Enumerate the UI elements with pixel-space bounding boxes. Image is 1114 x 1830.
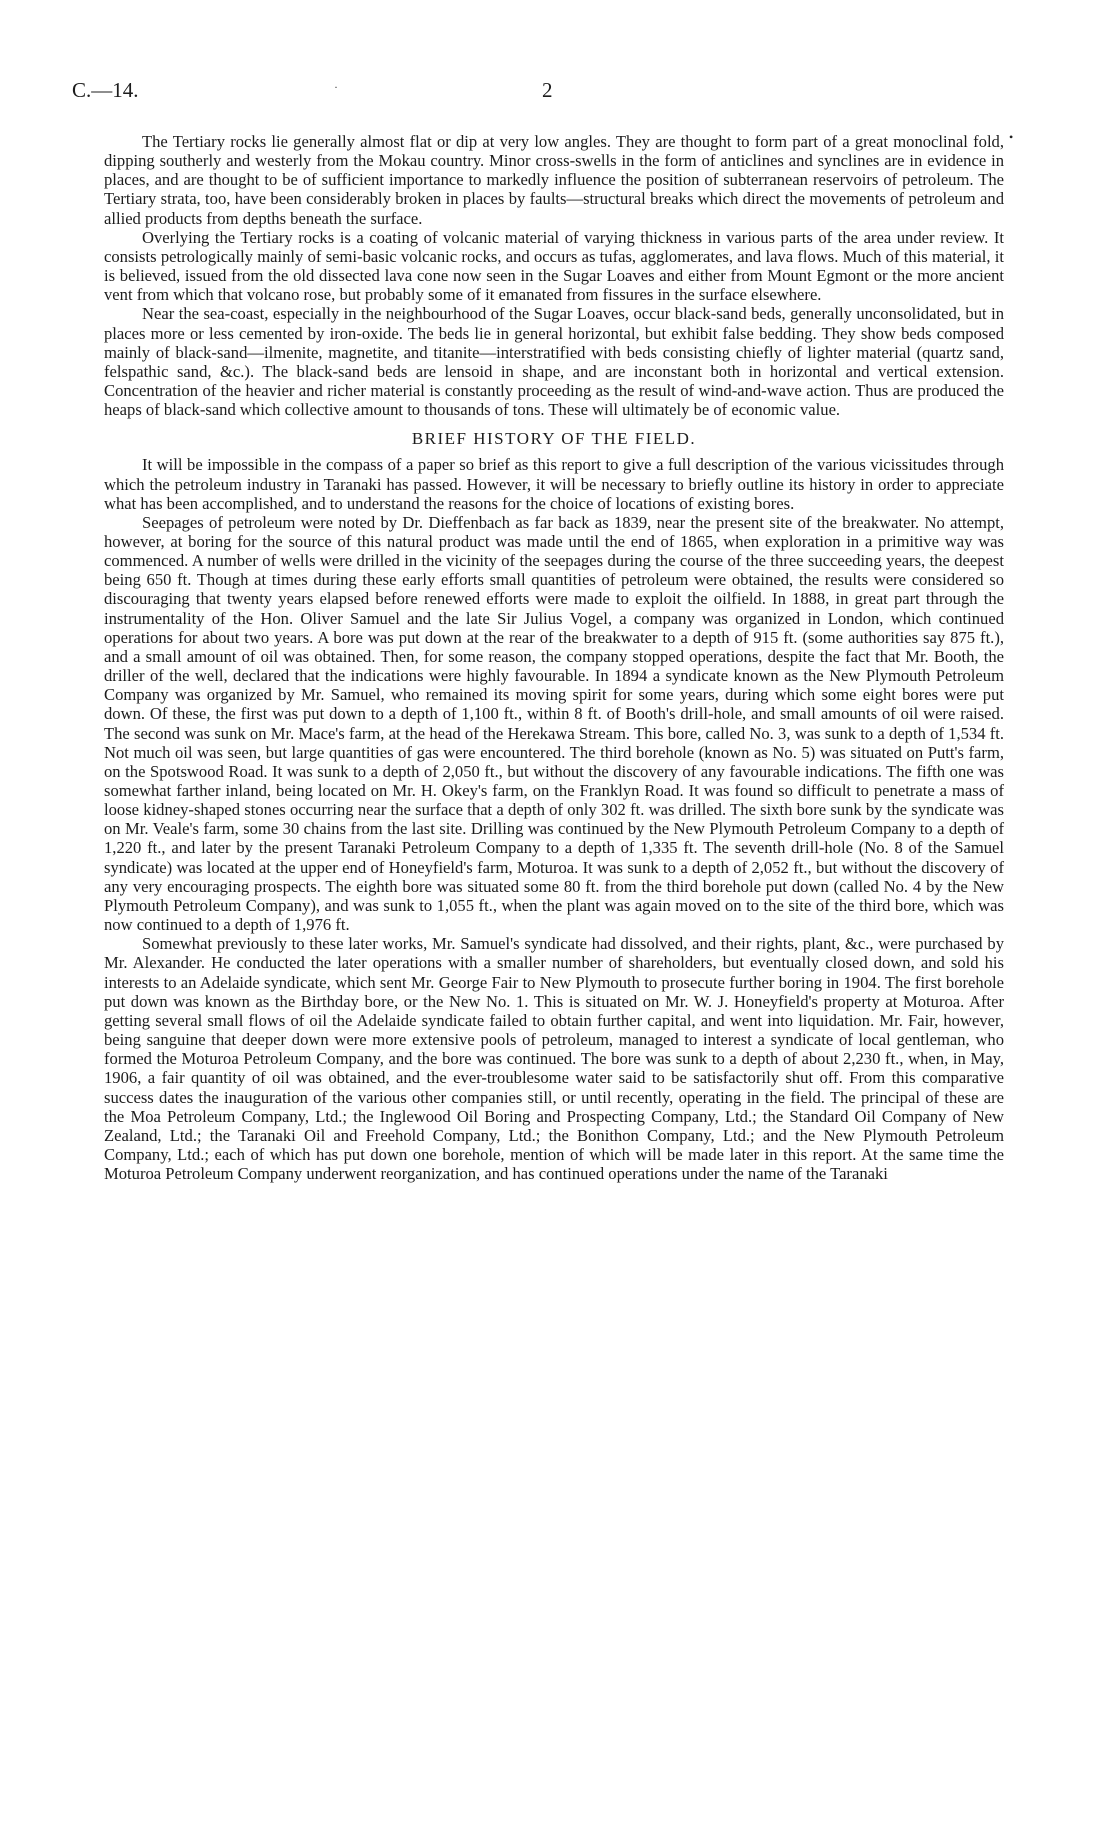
body-text (104, 132, 1004, 1183)
margin-dot: • (1009, 130, 1014, 144)
paragraph-seepages: Seepages of petroleum were noted by Dr. Dieffenbach as far back as 1839, near the present site of the breakwater. No attempt, however, at boring for the source of this natural product was made until the end of 1865, when exploration in a primitive way was commenced. A number of wells were drilled in the vicinity of the seepages during the course of the three succeeding years, the deepest being 650 ft. Though at times during these early efforts small quantities of petroleum were obtained, the results were considered so discouraging that twenty years elapsed before renewed efforts were made to exploit the oilfield. In 1888, in great part through the instrumentality of the Hon. Oliver Samuel and the late Sir Julius Vogel, a company was organized in London, which continued operations for about two years. A bore was put down at the rear of the breakwater to a depth of 915 ft. (some authorities say 875 ft.), and a small amount of oil was obtained. Then, for some reason, the company stopped operations, despite the fact that Mr. Booth, the driller of the well, declared that the indications were highly favourable. In 1894 a syndicate known as the New Plymouth Petroleum Company was organized by Mr. Samuel, who remained its moving spirit for some years, during which some eight bores were put down. Of these, the first was put down to a depth of 1,100 ft., within 8 ft. of Booth's drill-hole, and small amounts of oil were raised. The second was sunk on Mr. Mace's farm, at the head of the Herekawa Stream. This bore, called No. 3, was sunk to a depth of 1,534 ft. Not much oil was seen, but large quantities of gas were encountered. The third borehole (known as No. 5) was situated on Putt's farm, on the Spotswood Road. It was sunk to a depth of 2,050 ft., but without the discovery of any favourable indications. The fifth one was somewhat farther inland, being located on Mr. H. Okey's farm, on the Franklyn Road. It was found so difficult to penetrate a mass of loose kidney-shaped stones occurring near the surface that a depth of only 302 ft. was drilled. The sixth bore sunk by the syndicate was on Mr. Veale's farm, some 30 chains from the last site. Drilling was continued by the New Plymouth Petroleum Company to a depth of 1,220 ft., and later by the present Taranaki Petroleum Company to a depth of 1,335 ft. The seventh drill-hole (No. 8 of the Samuel syndicate) was located at the upper end of Honeyfield's farm, Moturoa. It was sunk to a depth of 2,052 ft., but without the discovery of any very encouraging prospects. The eighth bore was situated some 80 ft. from the third borehole put down (called No. 4 by the New Plymouth Petroleum Company), and was sunk to 1,055 ft., when the plant was again moved on to the site of the third bore, which was now continued to a depth of 1,976 ft. (104, 512, 1004, 935)
section-heading: BRIEF HISTORY OF THE FIELD. (411, 429, 697, 449)
margin-mark: · (334, 80, 338, 94)
report-reference: C.—14. (72, 78, 139, 102)
page-header (72, 78, 1022, 106)
paragraph-volcanic-coating: Overlying the Tertiary rocks is a coating of volcanic material of varying thickness in various parts of the area under review. It consists petrologically mainly of semi-basic volcanic rocks, and occurs as tufas, agglomerates, and lava flows. Much of this material, it is believed, issued from the old dissected lava cone now seen in the Sugar Loaves and either from Mount Egmont or the more ancient vent from which that volcano rose, but probably some of it emanated from fissures in the surface elsewhere. (104, 227, 1004, 305)
paragraph-black-sand: Near the sea-coast, especially in the neighbourhood of the Sugar Loaves, occur black-sand beds, generally unconsolidated, but in places more or less cemented by iron-oxide. The beds lie in general horizontal, but exhibit false bedding. They show beds composed mainly of black-sand—ilmenite, magnetite, and titanite—interstratified with beds consisting chiefly of lighter material (quartz sand, felspathic sand, &c.). The black-sand beds are lensoid in shape, and are inconstant both in horizontal and vertical extension. Concentration of the heavier and richer material is constantly proceeding as the result of wind-and-wave action. Thus are produced the heaps of black-sand which collective amount to thousands of tons. These will ultimately be of economic value. (104, 304, 1004, 420)
paragraph-history-intro: It will be impossible in the compass of a paper so brief as this report to give a full description of the various vicissitudes through which the petroleum industry in Taranaki has passed. However, it will be necessary to briefly outline its history in order to appreciate what has been accomplished, and to understand the reasons for the choice of locations of existing bores. (104, 455, 1004, 513)
paragraph-later-works: Somewhat previously to these later works, Mr. Samuel's syndicate had dissolved, and their rights, plant, &c., were purchased by Mr. Alexander. He conducted the later operations with a smaller number of shareholders, but eventually closed down, and sold his interests to an Adelaide syndicate, which sent Mr. George Fair to New Plymouth to prosecute further boring in 1904. The first borehole put down was known as the Birthday bore, or the New No. 1. This is situated on Mr. W. J. Honeyfield's property at Moturoa. After getting several small flows of oil the Adelaide syndicate failed to obtain further capital, and went into liquidation. Mr. Fair, however, being sanguine that deeper down were more extensive pools of petroleum, managed to interest a syndicate of local gentleman, who formed the Moturoa Petroleum Company, and the bore was continued. The bore was sunk to a depth of about 2,230 ft., when, in May, 1906, a fair quantity of oil was obtained, and the ever-troublesome water said to be satisfactorily shut off. From this comparative success dates the inauguration of the various other companies still, or until recently, operating in the field. The principal of these are the Moa Petroleum Company, Ltd.; the Inglewood Oil Boring and Prospecting Company, Ltd.; the Standard Oil Company of New Zealand, Ltd.; the Taranaki Oil and Freehold Company, Ltd.; the Bonithon Company, Ltd.; and the New Plymouth Petroleum Company, Ltd.; each of which has put down one borehole, mention of which will be made later in this report. At the same time the Moturoa Petroleum Company underwent reorganization, and has continued operations under the name of the Taranaki (104, 934, 1004, 1184)
paragraph-tertiary-rocks: The Tertiary rocks lie generally almost flat or dip at very low angles. They are thought to form part of a great monoclinal fold, dipping southerly and westerly from the Mokau country. Minor cross-swells in the form of anticlines and synclines are in evidence in places, and are thought to be of sufficient importance to markedly influence the position of subterranean reservoirs of petroleum. The Tertiary strata, too, have been considerably broken in places by faults—structural breaks which direct the movements of petroleum and allied products from depths beneath the surface. (104, 132, 1004, 228)
page-number: 2 (542, 78, 553, 102)
